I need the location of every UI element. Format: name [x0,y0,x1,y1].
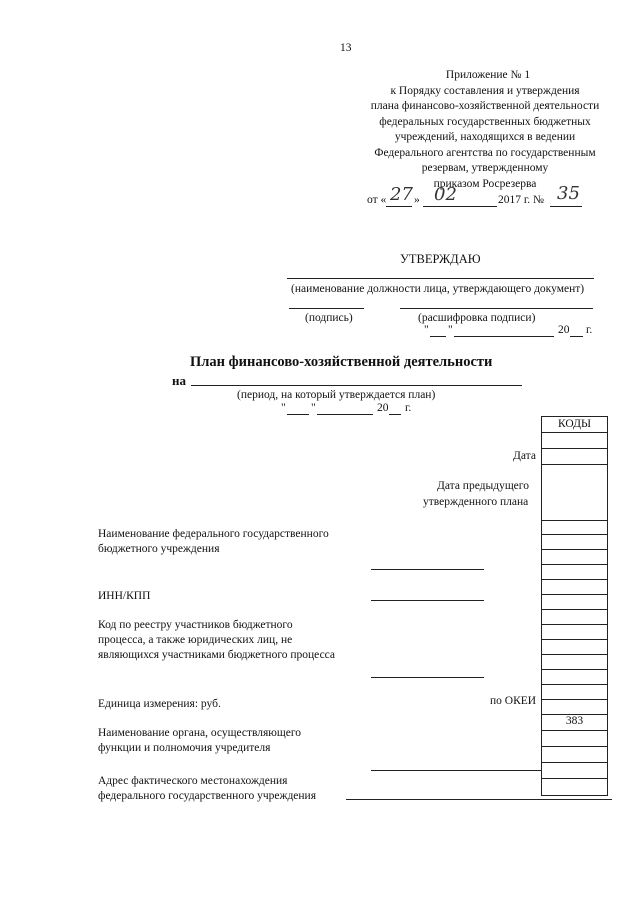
appendix-number: 35 [557,183,580,204]
date-label: Дата [513,450,536,462]
plan-on-label: на [172,373,186,388]
codes-header: КОДЫ [542,417,607,433]
appendix-line: к Порядку составления и утверждения [390,84,580,97]
appendix-date-day: 27 [390,184,413,205]
appendix-line: федеральных государственных бюджетных [379,115,591,128]
institution-label-1: Наименование федерального государственного [98,528,329,540]
approval-date-open: " [424,324,429,336]
institution-label-2: бюджетного учреждения [98,543,220,555]
code-cell[interactable] [542,670,607,685]
appendix-line: плана финансово-хозяйственной деятельности [370,100,600,112]
code-cell[interactable] [542,595,607,610]
appendix-line: приказом Росрезерва [433,177,537,190]
code-cell-okei[interactable]: 383 [542,715,607,731]
approval-year-prefix: 20 [558,324,570,336]
registry-field[interactable] [371,677,484,678]
address-field[interactable] [346,799,612,800]
code-cell[interactable] [542,565,607,580]
code-cell[interactable] [542,763,607,779]
appendix-line: учреждений, находящихся в ведении [394,131,576,143]
approval-position-caption: (наименование должности лица, утверждающего документ) [291,283,585,295]
code-cell[interactable] [542,779,607,795]
address-label-2: федерального государственного учреждения [98,790,317,802]
appendix-line: Приложение № 1 [445,69,531,81]
appendix-line: резервам, утвержденному [421,162,549,174]
okei-label: по ОКЕИ [490,695,537,707]
founder-field[interactable] [371,770,541,771]
plan-title: План финансово-хозяйственной деятельности [190,354,493,370]
code-cell[interactable] [542,521,607,535]
code-cell-form[interactable] [542,433,607,449]
inn-field[interactable] [371,600,484,601]
page-number: 13 [340,42,352,54]
registry-label-1: Код по реестру участников бюджетного [98,619,293,631]
code-cell[interactable] [542,685,607,700]
prev-date-label-2: утвержденного плана [423,496,529,508]
plan-date-open: " [281,402,286,414]
inn-label: ИНН/КПП [98,590,151,602]
codes-table [541,416,608,796]
appendix-date-mid: » [414,194,420,206]
registry-label-2: процесса, а также юридических лиц, не [98,634,293,646]
code-cell[interactable] [542,610,607,625]
appendix-block [340,68,630,192]
plan-year-prefix: 20 [377,402,389,414]
appendix-date-year: 2017 г. № [498,194,545,206]
signature-caption: (подпись) [305,312,353,324]
code-cell[interactable] [542,580,607,595]
address-label-1: Адрес фактического местонахождения [98,775,288,787]
approval-date-close: " [448,324,453,336]
plan-year-suffix: г. [405,402,412,414]
approval-title: УТВЕРЖДАЮ [400,252,481,266]
appendix-date-prefix: от « [367,194,387,206]
appendix-line: Федерального агентства по государственным [374,146,596,159]
plan-period-caption: (период, на который утверждается план) [237,389,436,401]
institution-field[interactable] [371,569,484,570]
code-cell[interactable] [542,700,607,715]
code-cell-prev-date[interactable] [542,465,607,521]
unit-label: Единица измерения: руб. [98,698,221,710]
plan-date-close: " [311,402,316,414]
code-cell[interactable] [542,640,607,655]
decoding-caption: (расшифровка подписи) [418,312,536,324]
prev-date-label-1: Дата предыдущего [437,480,529,492]
registry-label-3: являющихся участниками бюджетного процесса [98,649,336,661]
founder-label-2: функции и полномочия учредителя [98,742,271,754]
code-cell[interactable] [542,655,607,670]
code-cell[interactable] [542,747,607,763]
code-cell[interactable] [542,625,607,640]
code-cell[interactable] [542,550,607,565]
code-cell-date[interactable] [542,449,607,465]
appendix-date-month: 02 [434,184,457,205]
code-cell[interactable] [542,731,607,747]
code-cell[interactable] [542,535,607,550]
founder-label-1: Наименование органа, осуществляющего [98,727,302,739]
approval-year-suffix: г. [586,324,593,336]
